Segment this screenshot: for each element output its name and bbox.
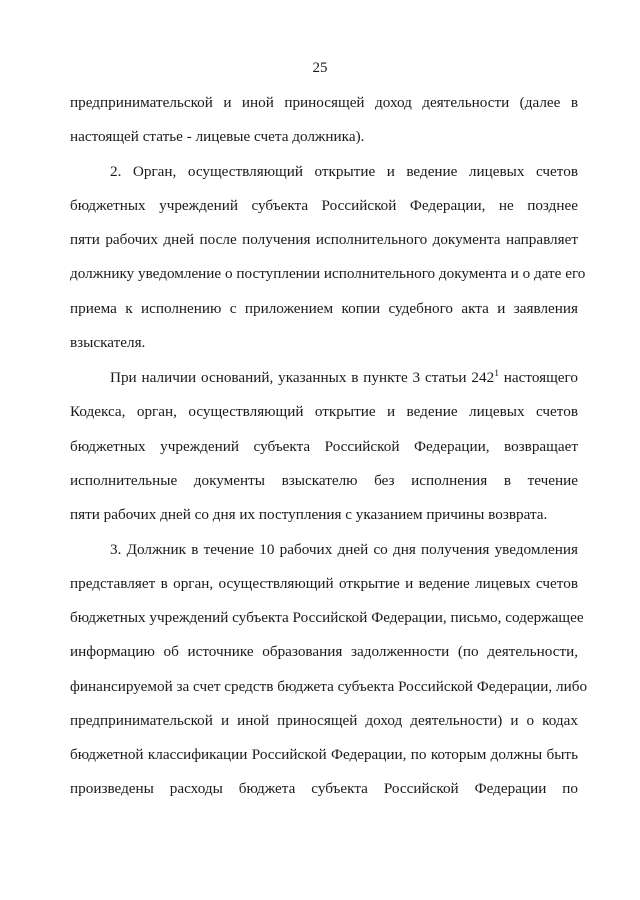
- text-line: предпринимательской и иной приносящей доход деятельности (далее в: [70, 94, 578, 111]
- text-line: приема к исполнению с приложением копии судебного акта и заявления: [70, 300, 578, 317]
- text-fragment: настоящего: [503, 369, 578, 386]
- text-line: 2. Орган, осуществляющий открытие и ведение лицевых счетов: [110, 163, 578, 180]
- text-line: представляет в орган, осуществляющий открытие и ведение лицевых счетов: [70, 575, 578, 592]
- text-line: взыскателя.: [70, 334, 146, 351]
- text-line: предпринимательской и иной приносящей доход деятельности) и о кодах: [70, 712, 578, 729]
- page-number: 25: [312, 60, 328, 76]
- text-line: пяти рабочих дней после получения исполнительного документа направляет: [70, 231, 578, 248]
- text-line: исполнительные документы взыскателю без исполнения в течение: [70, 472, 578, 489]
- text-line: произведены расходы бюджета субъекта Российской Федерации по: [70, 780, 578, 797]
- text-line: 3. Должник в течение 10 рабочих дней со дня получения уведомления: [110, 541, 578, 558]
- text-line: бюджетных учреждений субъекта Российской Федерации, не позднее: [70, 197, 578, 214]
- text-line: пяти рабочих дней со дня их поступления с указанием причины возврата.: [70, 506, 548, 523]
- text-fragment: При наличии оснований, указанных в пункте 3 статьи 242: [110, 369, 495, 386]
- text-line: [110, 368, 578, 388]
- superscript: 1: [494, 369, 499, 379]
- text-line: бюджетной классификации Российской Федерации, по которым должны быть: [70, 746, 578, 763]
- text-line: должнику уведомление о поступлении исполнительного документа и о дате его: [70, 265, 586, 282]
- text-line: Кодекса, орган, осуществляющий открытие и ведение лицевых счетов: [70, 403, 578, 420]
- text-line: финансируемой за счет средств бюджета субъекта Российской Федерации, либо: [70, 678, 588, 695]
- text-line: бюджетных учреждений субъекта Российской Федерации, письмо, содержащее: [70, 609, 584, 626]
- text-line: бюджетных учреждений субъекта Российской Федерации, возвращает: [70, 438, 578, 455]
- text-line: настоящей статье - лицевые счета должника).: [70, 128, 365, 145]
- text-line: информацию об источнике образования задолженности (по деятельности,: [70, 643, 578, 660]
